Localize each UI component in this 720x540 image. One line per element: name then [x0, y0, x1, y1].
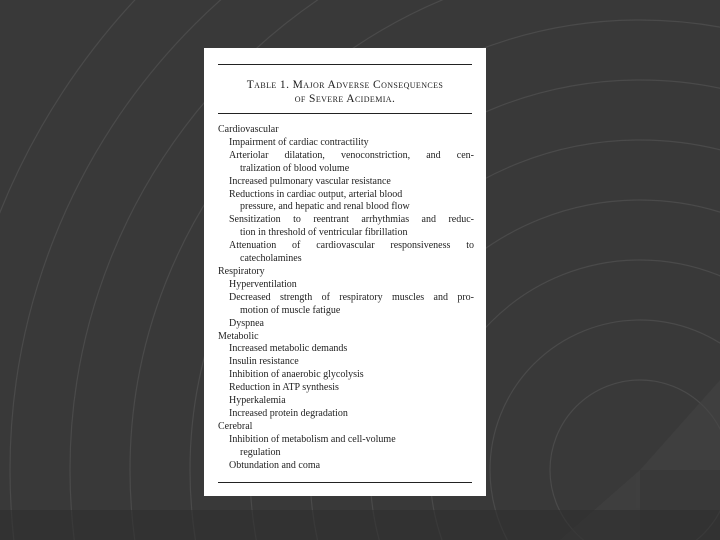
list-item: Sensitization to reentrant arrhythmias and reduc-	[229, 214, 474, 226]
list-item: Arteriolar dilatation, venoconstriction, and cen-	[229, 149, 474, 161]
table-label: Table 1.	[246, 79, 290, 91]
list-item: Impairment of cardiac contractility	[229, 136, 369, 148]
section-heading-respiratory: Respiratory	[218, 265, 265, 277]
header-rule	[218, 113, 472, 114]
section-heading-metabolic: Metabolic	[218, 330, 259, 342]
table-body	[218, 124, 474, 472]
list-item: Inhibition of metabolism and cell-volume	[229, 433, 396, 445]
list-item: Hyperventilation	[229, 278, 297, 290]
list-item: Inhibition of anaerobic glycolysis	[229, 369, 364, 381]
list-item: Reductions in cardiac output, arterial blood	[229, 188, 403, 200]
list-item: Increased protein degradation	[229, 407, 348, 419]
list-item: Attenuation of cardiovascular responsiveness to	[229, 240, 474, 252]
bottom-rule	[218, 482, 472, 483]
list-item-continuation: pressure, and hepatic and renal blood flow	[240, 201, 410, 213]
top-rule	[218, 64, 472, 65]
list-item: Insulin resistance	[229, 356, 299, 368]
table-title: Major Adverse Consequences	[292, 79, 444, 91]
list-item: Dyspnea	[229, 317, 264, 329]
list-item-continuation: tralization of blood volume	[240, 162, 350, 174]
list-item: Increased metabolic demands	[229, 343, 348, 355]
list-item: Decreased strength of respiratory muscles and pro-	[229, 291, 474, 303]
table-title-line-1	[204, 78, 486, 92]
list-item: Reduction in ATP synthesis	[229, 382, 339, 394]
list-item: Hyperkalemia	[229, 395, 286, 407]
table-title-line-2: of Severe Acidemia.	[294, 93, 396, 105]
list-item-continuation: catecholamines	[240, 253, 302, 265]
section-heading-cerebral: Cerebral	[218, 420, 253, 432]
list-item: Obtundation and coma	[229, 459, 321, 471]
section-heading-cardiovascular: Cardiovascular	[218, 124, 279, 135]
list-item: Increased pulmonary vascular resistance	[229, 175, 391, 187]
list-item-continuation: tion in threshold of ventricular fibrillation	[240, 227, 408, 239]
document-page	[204, 48, 486, 496]
list-item-continuation: motion of muscle fatigue	[240, 304, 341, 316]
list-item-continuation: regulation	[240, 446, 281, 458]
